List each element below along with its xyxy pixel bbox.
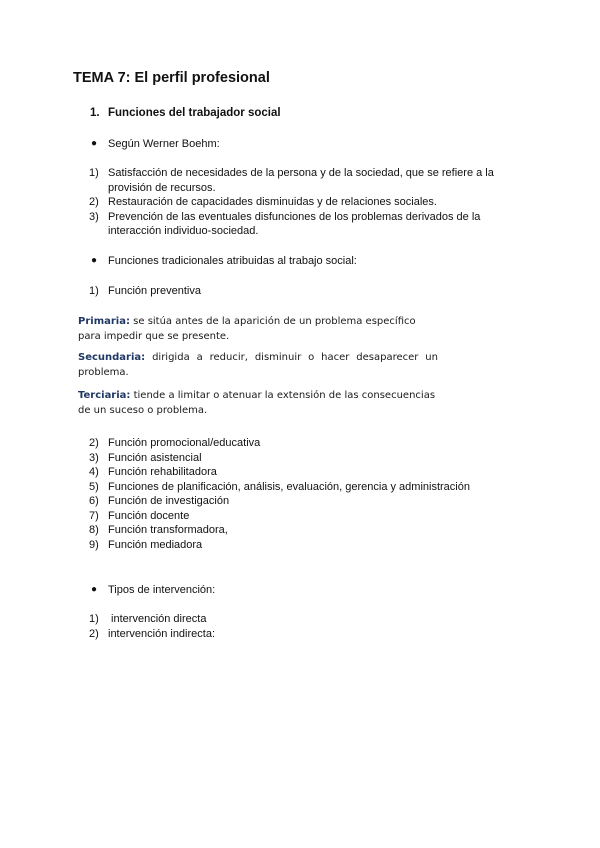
list-text: Función mediadora xyxy=(108,538,203,551)
excerpt-label: Terciaria: xyxy=(78,390,131,401)
list-number: 7) xyxy=(89,509,99,522)
list-text: intervención indirecta: xyxy=(108,627,216,640)
bullet-icon: ● xyxy=(91,138,98,149)
excerpt-terciaria xyxy=(78,388,438,418)
list-text: Función preventiva xyxy=(108,285,201,297)
list-number: 2) xyxy=(89,627,99,640)
list-item xyxy=(89,523,519,538)
func-first xyxy=(89,284,519,299)
bullet-boehm: Según Werner Boehm: xyxy=(108,138,220,150)
excerpt-secundaria xyxy=(78,350,438,380)
list-number: 9) xyxy=(89,538,99,551)
bullet-tipos: Tipos de intervención: xyxy=(108,584,216,596)
boehm-list xyxy=(89,166,519,239)
list-text: intervención directa xyxy=(108,613,207,625)
list-text: Función transformadora, xyxy=(108,524,228,536)
list-number: 3) xyxy=(89,210,99,223)
list-item xyxy=(89,480,519,495)
list-text: Función asistencial xyxy=(108,451,202,464)
list-number: 2) xyxy=(89,437,99,449)
list-item xyxy=(89,284,519,299)
section-number: 1. xyxy=(90,107,100,119)
list-number: 1) xyxy=(89,167,99,179)
list-text: Restauración de capacidades disminuidas y de relaciones sociales. xyxy=(108,196,437,208)
list-text: Función de investigación xyxy=(108,495,230,507)
list-item xyxy=(89,538,519,553)
list-number: 2) xyxy=(89,196,99,208)
excerpt-text: dirigida a reducir, disminuir o hacer desaparecer un problema. xyxy=(78,352,438,378)
list-number: 6) xyxy=(89,495,99,507)
list-item xyxy=(89,451,519,466)
list-item xyxy=(89,612,519,627)
list-item xyxy=(89,494,519,509)
list-item xyxy=(89,195,519,210)
list-item xyxy=(89,509,519,524)
bullet-icon: ● xyxy=(91,584,98,595)
list-number: 1) xyxy=(89,613,99,625)
func-list xyxy=(89,436,519,552)
list-text: Función promocional/educativa xyxy=(108,437,261,449)
tipos-list xyxy=(89,612,519,641)
excerpt-label: Primaria: xyxy=(78,316,130,327)
bullet-icon: ● xyxy=(91,255,98,266)
document-title: TEMA 7: El perfil profesional xyxy=(73,70,270,86)
list-text: Satisfacción de necesidades de la persona y de la sociedad, que se refiere a la provisión de recursos. xyxy=(108,167,494,194)
excerpt-text: se sitúa antes de la aparición de un problema específico para impedir que se presente. xyxy=(78,316,416,342)
list-item xyxy=(89,465,519,480)
excerpt-text: tiende a limitar o atenuar la extensión de las consecuencias de un suceso o problema. xyxy=(78,390,436,416)
list-text: Prevención de las eventuales disfunciones de los problemas derivados de la interacción individuo-sociedad. xyxy=(108,210,481,237)
list-item xyxy=(89,210,519,239)
list-text: Función rehabilitadora xyxy=(108,466,217,478)
list-text: Funciones de planificación, análisis, evaluación, gerencia y administración xyxy=(108,480,470,493)
list-item xyxy=(89,166,519,195)
list-number: 5) xyxy=(89,480,99,493)
list-item xyxy=(89,436,519,451)
list-number: 8) xyxy=(89,524,99,536)
list-number: 4) xyxy=(89,466,99,478)
excerpt-label: Secundaria: xyxy=(78,352,146,363)
bullet-tradicionales: Funciones tradicionales atribuidas al trabajo social: xyxy=(108,255,357,267)
section-heading: Funciones del trabajador social xyxy=(108,107,281,119)
list-number: 3) xyxy=(89,451,99,464)
list-text: Función docente xyxy=(108,509,190,522)
list-item xyxy=(89,627,519,642)
list-number: 1) xyxy=(89,285,99,297)
excerpt-primaria xyxy=(78,314,438,344)
